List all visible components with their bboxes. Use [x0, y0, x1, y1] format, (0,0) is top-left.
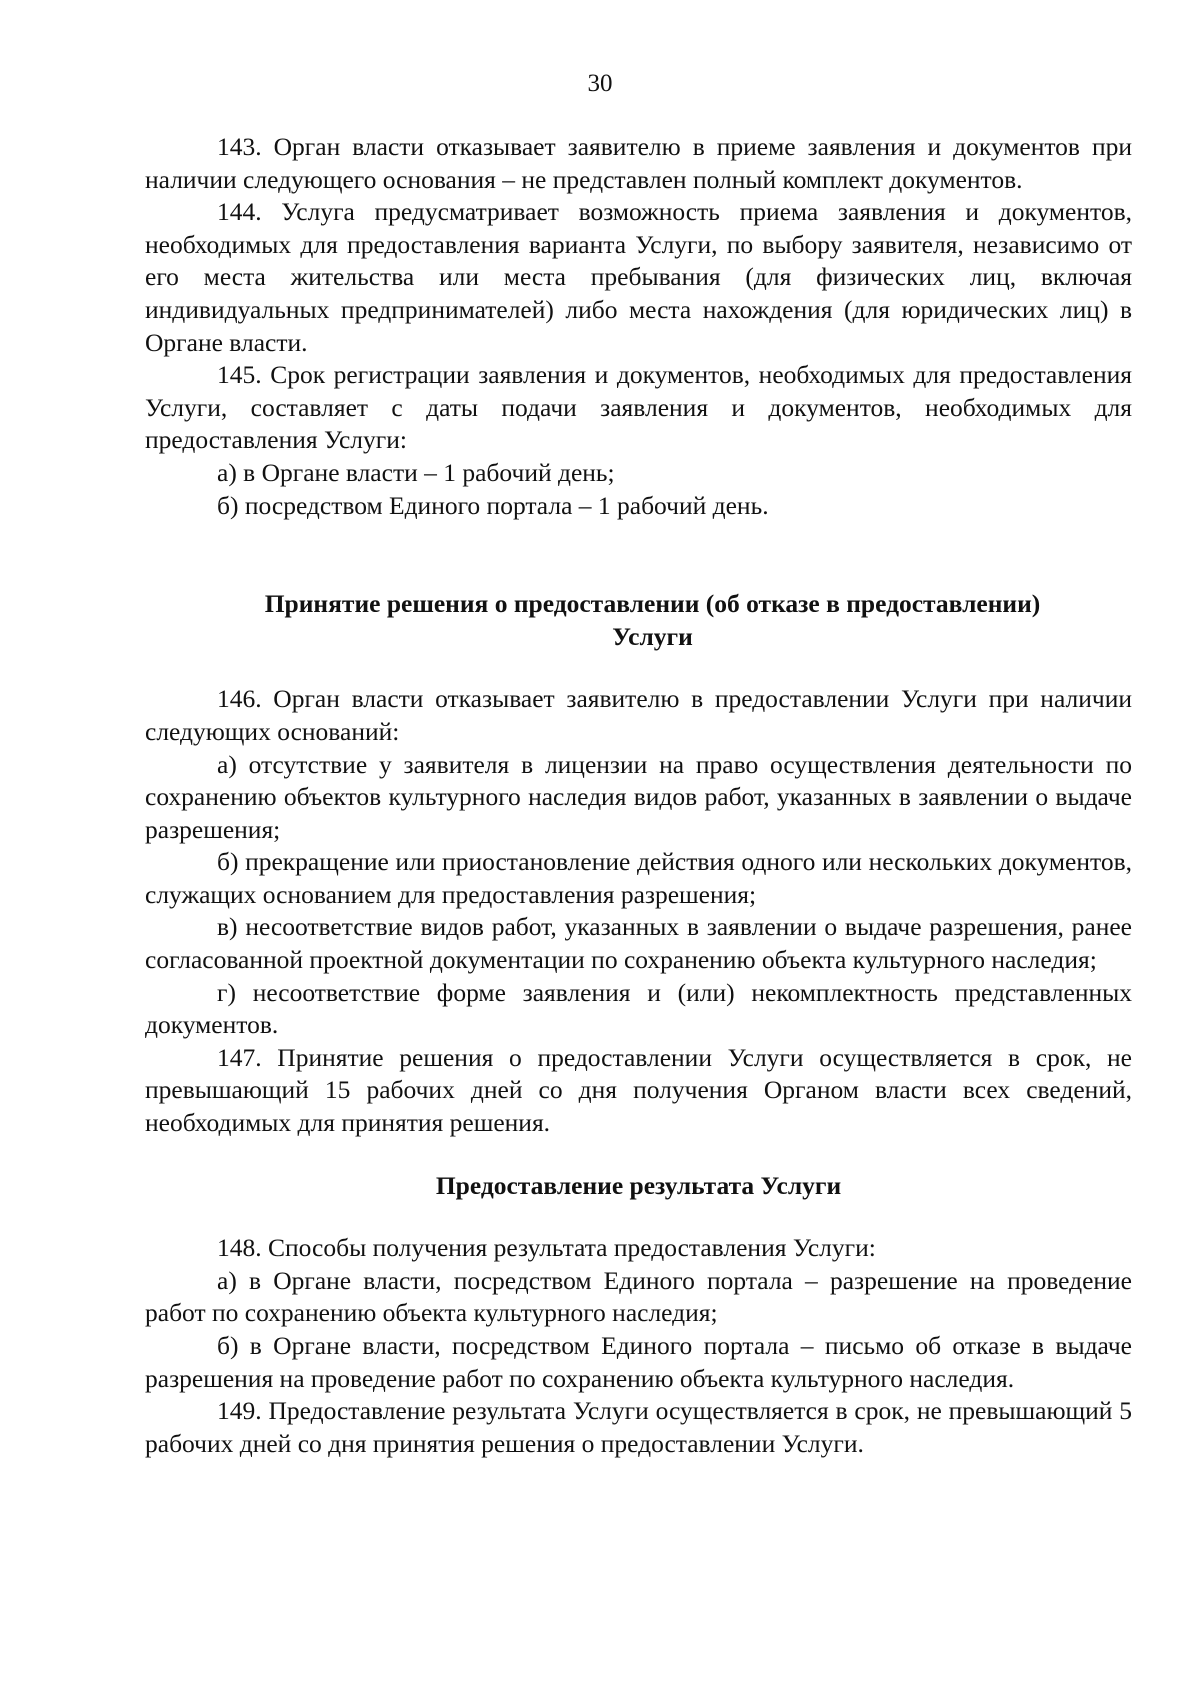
- paragraph-145: 145. Срок регистрации заявления и документов, необходимых для предоставления Услуги, составляет с даты подачи заявления и документов, необходимых для предоставления Услуги:: [145, 360, 1132, 455]
- section-heading-decision: [145, 588, 1132, 653]
- paragraph-146-c: в) несоответствие видов работ, указанных в заявлении о выдаче разрешения, ранее согласованной проектной документации по сохранению объекта культурного наследия;: [145, 912, 1132, 975]
- paragraph-145-b: б) посредством Единого портала – 1 рабочий день.: [217, 490, 769, 520]
- paragraph-149: 149. Предоставление результата Услуги осуществляется в срок, не превышающий 5 рабочих дней со дня принятия решения о предоставлении Услуги.: [145, 1396, 1132, 1458]
- paragraph-143: 143. Орган власти отказывает заявителю в приеме заявления и документов при наличии следующего основания – не представлен полный комплект документов.: [145, 132, 1132, 194]
- document-body: [145, 131, 1132, 1460]
- paragraph-148: 148. Способы получения результата предоставления Услуги:: [217, 1233, 876, 1263]
- paragraph-146-a: а) отсутствие у заявителя в лицензии на право осуществления деятельности по сохранению объектов культурного наследия видов работ, указанных в заявлении о выдаче разрешения;: [145, 749, 1132, 844]
- paragraph-144: 144. Услуга предусматривает возможность приема заявления и документов, необходимых для предоставления варианта Услуги, по выбору заявителя, независимо от его места жительства или места пребывания (для физических лиц, включая индивидуальных предпринимателей) либо места нахождения (для юридических лиц) в Органе власти.: [145, 197, 1132, 357]
- page-number: 30: [587, 70, 613, 97]
- paragraph-146: 146. Орган власти отказывает заявителю в предоставлении Услуги при наличии следующих оснований:: [145, 684, 1132, 746]
- paragraph-148-a: а) в Органе власти, посредством Единого портала – разрешение на проведение работ по сохранению объекта культурного наследия;: [145, 1265, 1132, 1328]
- section-heading-result: Предоставление результата Услуги: [435, 1170, 842, 1200]
- paragraph-145-a: а) в Органе власти – 1 рабочий день;: [217, 457, 615, 487]
- paragraph-146-d: г) несоответствие форме заявления и (или) некомплектность представленных документов.: [145, 977, 1132, 1040]
- paragraph-148-b: б) в Органе власти, посредством Единого портала – письмо об отказе в выдаче разрешения на проведение работ по сохранению объекта культурного наследия.: [145, 1331, 1132, 1393]
- section-heading-decision-line2: Услуги: [612, 621, 693, 651]
- paragraph-146-b: б) прекращение или приостановление действия одного или нескольких документов, служащих основанием для предоставления разрешения;: [145, 847, 1132, 909]
- section-heading-decision-line1: Принятие решения о предоставлении (об отказе в предоставлении): [264, 589, 1041, 619]
- paragraph-147: 147. Принятие решения о предоставлении Услуги осуществляется в срок, не превышающий 15 рабочих дней со дня получения Органом власти всех сведений, необходимых для принятия решения.: [145, 1042, 1132, 1138]
